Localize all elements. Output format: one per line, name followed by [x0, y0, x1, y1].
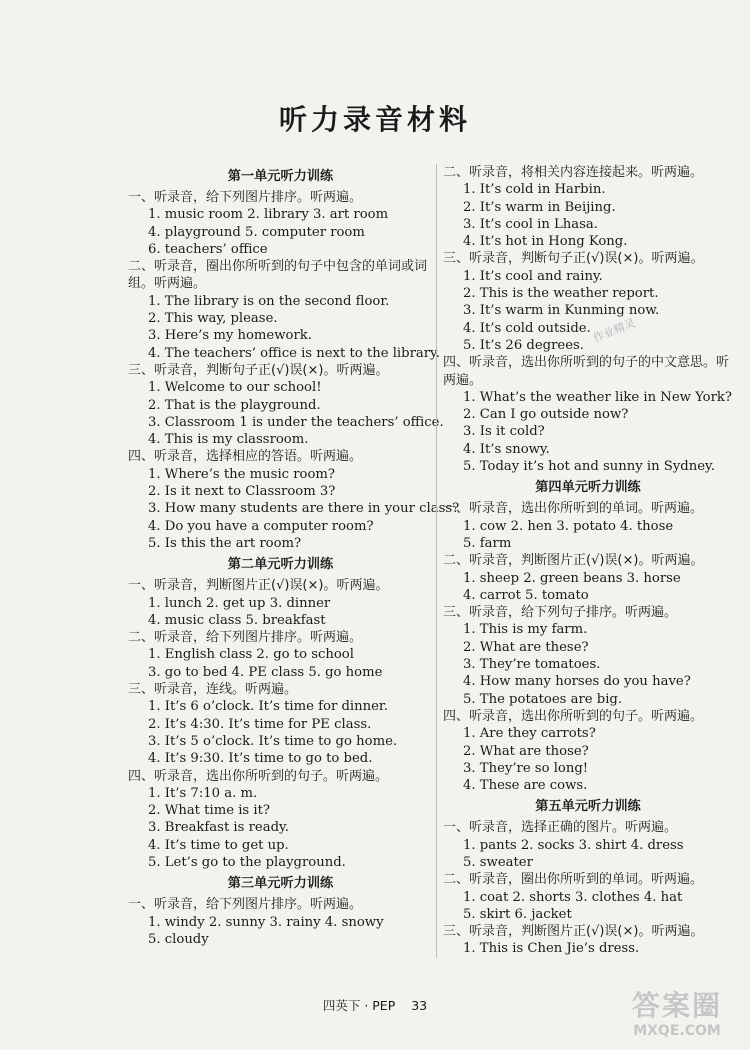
list-item: 1. This is Chen Jie’s dress. [463, 941, 640, 957]
list-item: 1. cow 2. hen 3. potato 4. those [463, 518, 674, 534]
list-item: 1. Welcome to our school! [148, 380, 322, 396]
list-item: 5. sweater [463, 854, 533, 870]
list-item: 5. Is this the art room? [148, 535, 302, 551]
list-item: 3. It’s cool in Lhasa. [463, 216, 598, 232]
list-item: 3. They’re tomatoes. [463, 657, 601, 673]
page-number: 33 [411, 998, 428, 1013]
section-task: 三、听录音，判断图片正(√)误(×)。听两遍。 [443, 924, 704, 940]
book-label: 四英下 · PEP [322, 998, 396, 1013]
section-task: 一、听录音，给下列图片排序。听两遍。 [128, 190, 363, 205]
list-item: 5. Let’s go to the playground. [148, 854, 346, 870]
list-item: 3. Classroom 1 is under the teachers’ office. [148, 414, 444, 430]
unit-title: 第一单元听力训练 [227, 169, 334, 184]
list-item: 2. This way, please. [148, 311, 278, 327]
list-item: 1. lunch 2. get up 3. dinner [148, 595, 331, 611]
list-item: 6. teachers’ office [148, 241, 268, 257]
section-task: 三、听录音，给下列句子排序。听两遍。 [443, 605, 678, 621]
list-item: 4. The teachers’ office is next to the library. [148, 345, 440, 361]
left-column [128, 164, 460, 948]
section-task: 一、听录音，选出你所听到的单词。听两遍。 [443, 501, 704, 517]
list-item: 1. English class 2. go to school [148, 647, 354, 663]
list-item: 3. It’s warm in Kunming now. [463, 303, 660, 319]
list-item: 4. playground 5. computer room [148, 224, 365, 240]
section-task: 三、听录音，连线。听两遍。 [128, 682, 298, 698]
list-item: 5. Today it’s hot and sunny in Sydney. [463, 459, 715, 475]
list-item: 3. It’s 5 o’clock. It’s time to go home. [148, 733, 398, 749]
list-item: 3. Here’s my homework. [148, 328, 312, 344]
list-item: 2. Is it next to Classroom 3? [148, 484, 336, 500]
list-item: 2. That is the playground. [148, 397, 321, 413]
list-item: 5. skirt 6. jacket [463, 906, 572, 922]
section-task: 二、听录音，圈出你所听到的单词。听两遍。 [443, 872, 704, 888]
list-item: 4. It’s 9:30. It’s time to go to bed. [148, 751, 373, 767]
list-item: 5. It’s 26 degrees. [463, 337, 584, 353]
section-task: 四、听录音，选出你所听到的句子。听两遍。 [128, 768, 389, 784]
watermark-logo [612, 990, 742, 1046]
list-item: 4. This is my classroom. [148, 432, 309, 448]
list-item: 2. It’s warm in Beijing. [463, 199, 616, 215]
list-item: 1. This is my farm. [463, 622, 588, 638]
list-item: 1. It’s 6 o’clock. It’s time for dinner. [148, 699, 388, 715]
list-item: 3. They’re so long! [463, 760, 589, 776]
list-item: 3. go to bed 4. PE class 5. go home [148, 664, 383, 680]
list-item: 1. pants 2. socks 3. shirt 4. dress [463, 837, 684, 853]
watermark-url: MXQE.COM [633, 1023, 721, 1039]
list-item: 5. farm [463, 535, 512, 551]
list-item: 3. Breakfast is ready. [148, 820, 289, 836]
stamp: 作业精灵 [591, 316, 638, 345]
list-item: 2. This is the weather report. [463, 286, 659, 302]
unit-title: 第五单元听力训练 [535, 799, 641, 815]
list-item: 1. sheep 2. green beans 3. horse [463, 570, 681, 586]
list-item: 4. It’s time to get up. [148, 837, 289, 853]
list-item: 2. What are these? [463, 639, 589, 655]
list-item: 1. It’s cool and rainy. [463, 268, 603, 284]
list-item: 2. What time is it? [148, 803, 270, 819]
list-item: 3. How many students are there in your class? [148, 501, 460, 517]
list-item: 1. music room 2. library 3. art room [148, 207, 389, 223]
list-item: 5. The potatoes are big. [463, 691, 623, 707]
list-item: 4. music class 5. breakfast [148, 612, 326, 628]
section-task: 三、听录音，判断句子正(√)误(×)。听两遍。 [443, 251, 704, 267]
list-item: 3. Is it cold? [463, 424, 545, 440]
list-item: 4. It’s cold outside. [463, 320, 591, 336]
list-item: 4. These are cows. [463, 778, 588, 794]
unit-title: 第四单元听力训练 [535, 480, 641, 496]
list-item: 4. It’s snowy. [463, 441, 550, 457]
list-item: 2. Can I go outside now? [463, 407, 629, 423]
section-task: 二、听录音，给下列图片排序。听两遍。 [128, 630, 363, 646]
list-item: 1. coat 2. shorts 3. clothes 4. hat [463, 889, 683, 905]
list-item: 1. Where’s the music room? [148, 466, 335, 482]
section-task: 三、听录音，判断句子正(√)误(×)。听两遍。 [128, 362, 389, 378]
page-title: 听力录音材料 [278, 103, 471, 136]
list-item: 1. What’s the weather like in New York? [463, 389, 732, 405]
section-task: 一、听录音，给下列图片排序。听两遍。 [128, 897, 363, 913]
section-task: 四、听录音，选出你所听到的句子的中文意思。听两遍。 [443, 355, 730, 388]
list-item: 1. windy 2. sunny 3. rainy 4. snowy [148, 914, 384, 930]
section-task: 二、听录音，判断图片正(√)误(×)。听两遍。 [443, 553, 704, 569]
unit-title: 第三单元听力训练 [227, 876, 334, 892]
list-item: 4. It’s hot in Hong Kong. [463, 234, 628, 250]
section-task: 一、听录音，判断图片正(√)误(×)。听两遍。 [128, 578, 389, 594]
list-item: 4. Do you have a computer room? [148, 518, 374, 534]
right-column [436, 164, 733, 958]
list-item: 2. It’s 4:30. It’s time for PE class. [148, 716, 372, 732]
section-task: 二、听录音，将相关内容连接起来。听两遍。 [443, 165, 704, 180]
list-item: 1. It’s cold in Harbin. [463, 182, 606, 198]
section-task: 四、听录音，选择相应的答语。听两遍。 [128, 449, 363, 465]
list-item: 4. How many horses do you have? [463, 674, 691, 690]
list-item: 1. The library is on the second floor. [148, 293, 390, 309]
unit-title: 第二单元听力训练 [227, 557, 334, 573]
list-item: 1. Are they carrots? [463, 726, 596, 742]
section-task: 一、听录音，选择正确的图片。听两遍。 [443, 820, 678, 836]
list-item: 4. carrot 5. tomato [463, 587, 589, 603]
list-item: 1. It’s 7:10 a. m. [148, 785, 258, 801]
section-task: 二、听录音，圈出你所听到的句子中包含的单词或词组。听两遍。 [128, 259, 428, 292]
list-item: 5. cloudy [148, 931, 209, 947]
list-item: 2. What are those? [463, 743, 589, 759]
watermark-text: 答案圈 [631, 989, 722, 1022]
section-task: 四、听录音，选出你所听到的句子。听两遍。 [443, 708, 704, 724]
